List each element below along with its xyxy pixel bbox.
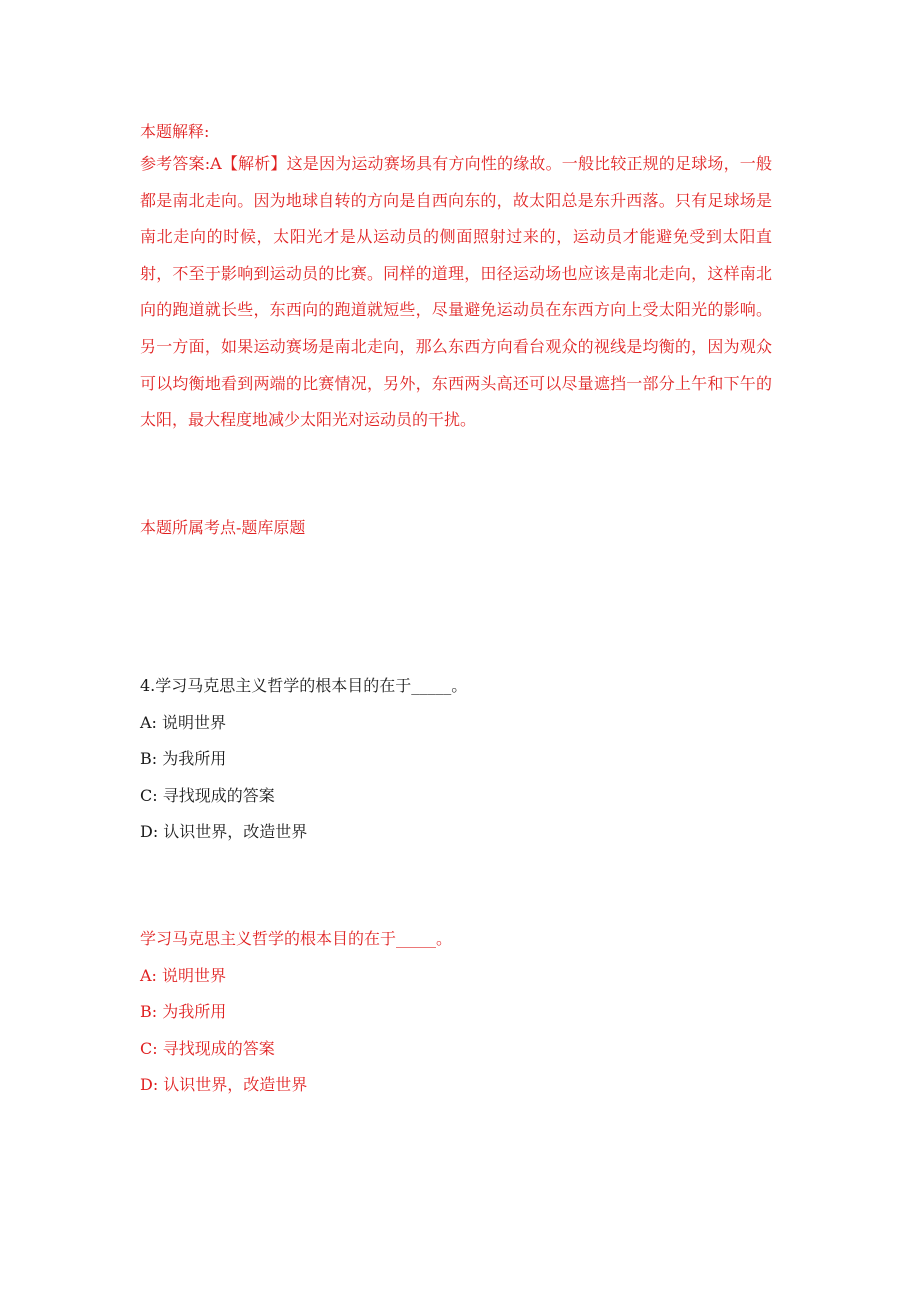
explanation-text: 参考答案:A【解析】这是因为运动赛场具有方向性的缘故。一般比较正规的足球场，一般都是南北走向。因为地球自转的方向是自西向东的，故太阳总是东升西落。只有足球场是南北走向的时候，太阳光才是从运动员的侧面照射过来的，运动员才能避免受到太阳直射，不至于影响到运动员的比赛。同样的道理，田径运动场也应该是南北走向，这样南北向的跑道就长些，东西向的跑道就短些，尽量避免运动员在东西方向上受太阳光的影响。另一方面，如果运动赛场是南北走向，那么东西方向看台观众的视线是均衡的，因为观众可以均衡地看到两端的比赛情况，另外，东西两头高还可以尽量遮挡一部分上午和下午的太阳，最大程度地减少太阳光对运动员的干扰。 — [140, 154, 772, 430]
explanation-body — [140, 146, 780, 439]
option-b: B: 为我所用 — [140, 749, 227, 769]
option-d: D: 认识世界，改造世界 — [140, 822, 308, 842]
option-c: C: 寻找现成的答案 — [140, 785, 275, 805]
option-d-repeat: D: 认识世界，改造世界 — [140, 1075, 308, 1095]
option-c-repeat: C: 寻找现成的答案 — [140, 1038, 275, 1058]
explanation-header: 本题解释: — [140, 122, 210, 141]
question-stem: 4.学习马克思主义哲学的根本目的在于_____。 — [140, 676, 468, 695]
question-4 — [140, 668, 780, 851]
option-a-repeat: A: 说明世界 — [140, 965, 227, 985]
option-a: A: 说明世界 — [140, 712, 227, 732]
exam-point-label: 本题所属考点-题库原题 — [140, 518, 306, 537]
question-4-answer-block — [140, 921, 780, 1104]
question-stem-repeat: 学习马克思主义哲学的根本目的在于_____。 — [140, 929, 453, 948]
option-b-repeat: B: 为我所用 — [140, 1002, 227, 1022]
